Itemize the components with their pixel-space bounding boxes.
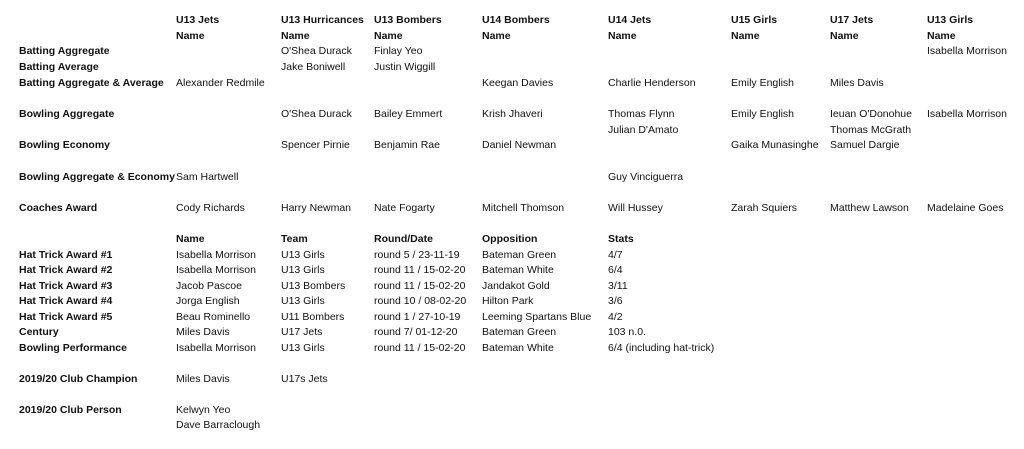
award-winner: Justin Wiggill <box>374 61 436 73</box>
special-label: Hat Trick Award #4 <box>19 295 113 307</box>
award-winner: Madelaine Goes <box>927 202 1004 214</box>
team-header: U13 Jets <box>176 14 220 26</box>
special-cell: 4/2 <box>608 311 623 323</box>
name-subheader: Name <box>731 30 760 42</box>
award-label: Batting Aggregate & Average <box>19 77 164 89</box>
special-cell: round 10 / 08-02-20 <box>374 295 467 307</box>
award-winner: Sam Hartwell <box>176 171 239 183</box>
special-cell: round 1 / 27-10-19 <box>374 311 461 323</box>
award-winner: Guy Vinciguerra <box>608 171 684 183</box>
award-winner: Spencer Pirnie <box>281 139 350 151</box>
special-header: Name <box>176 233 205 245</box>
award-winner: Cody Richards <box>176 202 245 214</box>
special-cell: round 11 / 15-02-20 <box>374 280 466 292</box>
award-winner: Mitchell Thomson <box>482 202 565 214</box>
award-winner: Finlay Yeo <box>374 45 423 57</box>
award-winner: Nate Fogarty <box>374 202 435 214</box>
special-label: Hat Trick Award #5 <box>19 311 113 323</box>
award-winner: O'Shea Durack <box>281 108 352 120</box>
club-award-label: 2019/20 Club Champion <box>19 373 138 385</box>
special-cell: Leeming Spartans Blue <box>482 311 592 323</box>
award-label: Batting Average <box>19 61 99 73</box>
special-cell: round 7/ 01-12-20 <box>374 326 458 338</box>
special-cell: 6/4 (including hat-trick) <box>608 342 715 354</box>
award-winner: Krish Jhaveri <box>482 108 543 120</box>
special-cell: 3/6 <box>608 295 623 307</box>
team-header: U13 Bombers <box>374 14 442 26</box>
special-cell: 4/7 <box>608 249 623 261</box>
special-cell: U13 Girls <box>281 342 325 354</box>
award-label: Bowling Economy <box>19 139 111 151</box>
special-cell: 3/11 <box>608 280 628 292</box>
award-winner: Isabella Morrison <box>927 108 1007 120</box>
award-winner: Thomas McGrath <box>830 124 912 136</box>
award-winner: Benjamin Rae <box>374 139 440 151</box>
team-header: U15 Girls <box>731 14 778 26</box>
team-header: U13 Hurricances <box>281 14 364 26</box>
special-cell: 103 n.0. <box>608 326 646 338</box>
award-label: Batting Aggregate <box>19 45 110 57</box>
award-label: Bowling Aggregate & Economy <box>19 171 175 183</box>
name-subheader: Name <box>482 30 511 42</box>
award-winner: Isabella Morrison <box>927 45 1007 57</box>
special-cell: U13 Girls <box>281 264 325 276</box>
award-winner: Matthew Lawson <box>830 202 909 214</box>
team-header: U13 Girls <box>927 14 974 26</box>
special-cell: Jandakot Gold <box>482 280 550 292</box>
award-winner: Samuel Dargie <box>830 139 900 151</box>
award-winner: Thomas Flynn <box>608 108 675 120</box>
special-label: Century <box>19 326 59 338</box>
award-winner: Emily English <box>731 77 795 89</box>
award-label: Coaches Award <box>19 202 98 214</box>
special-cell: Beau Rominello <box>176 311 251 323</box>
award-winner: Gaika Munasinghe <box>731 139 819 151</box>
special-label: Hat Trick Award #2 <box>19 264 113 276</box>
special-label: Bowling Performance <box>19 342 127 354</box>
special-cell: Isabella Morrison <box>176 264 256 276</box>
name-subheader: Name <box>927 30 956 42</box>
special-cell: U13 Girls <box>281 249 325 261</box>
club-award-label: 2019/20 Club Person <box>19 404 122 416</box>
special-cell: Hilton Park <box>482 295 534 307</box>
special-cell: Miles Davis <box>176 326 230 338</box>
award-winner: Miles Davis <box>830 77 884 89</box>
award-winner: Daniel Newman <box>482 139 557 151</box>
award-winner: Emily English <box>731 108 795 120</box>
award-winner: Will Hussey <box>608 202 663 214</box>
award-winner: Harry Newman <box>281 202 352 214</box>
special-header: Opposition <box>482 233 538 245</box>
special-label: Hat Trick Award #1 <box>19 249 113 261</box>
special-header: Round/Date <box>374 233 433 245</box>
special-header: Stats <box>608 233 634 245</box>
award-winner: Bailey Emmert <box>374 108 443 120</box>
special-header: Team <box>281 233 308 245</box>
special-cell: Isabella Morrison <box>176 249 256 261</box>
special-cell: Bateman White <box>482 264 554 276</box>
special-cell: U17 Jets <box>281 326 323 338</box>
name-subheader: Name <box>281 30 310 42</box>
special-cell: Jorga English <box>176 295 240 307</box>
name-subheader: Name <box>608 30 637 42</box>
award-winner: Charlie Henderson <box>608 77 696 89</box>
award-winner: Ieuan O'Donohue <box>830 108 912 120</box>
special-cell: U13 Bombers <box>281 280 346 292</box>
award-winner: Zarah Squiers <box>731 202 797 214</box>
special-cell: round 5 / 23-11-19 <box>374 249 460 261</box>
special-cell: Bateman Green <box>482 249 557 261</box>
award-winner: Alexander Redmile <box>176 77 265 89</box>
club-award-name: Miles Davis <box>176 373 230 385</box>
name-subheader: Name <box>176 30 205 42</box>
club-award-team: U17s Jets <box>281 373 328 385</box>
name-subheader: Name <box>374 30 403 42</box>
team-header: U14 Jets <box>608 14 652 26</box>
special-cell: Bateman White <box>482 342 554 354</box>
special-cell: round 11 / 15-02-20 <box>374 264 466 276</box>
special-cell: Jacob Pascoe <box>176 280 242 292</box>
special-cell: Isabella Morrison <box>176 342 256 354</box>
club-award-name: Kelwyn Yeo <box>176 404 231 416</box>
club-award-name: Dave Barraclough <box>176 419 261 431</box>
special-cell: U13 Girls <box>281 295 325 307</box>
award-winner: Jake Boniwell <box>281 61 346 73</box>
team-header: U17 Jets <box>830 14 874 26</box>
name-subheader: Name <box>830 30 859 42</box>
special-cell: Bateman Green <box>482 326 557 338</box>
award-winner: Keegan Davies <box>482 77 554 89</box>
special-cell: 6/4 <box>608 264 623 276</box>
award-winner: Julian D'Amato <box>608 124 679 136</box>
team-header: U14 Bombers <box>482 14 550 26</box>
award-winner: O'Shea Durack <box>281 45 352 57</box>
special-cell: U11 Bombers <box>281 311 345 323</box>
award-label: Bowling Aggregate <box>19 108 115 120</box>
special-label: Hat Trick Award #3 <box>19 280 113 292</box>
special-cell: round 11 / 15-02-20 <box>374 342 466 354</box>
